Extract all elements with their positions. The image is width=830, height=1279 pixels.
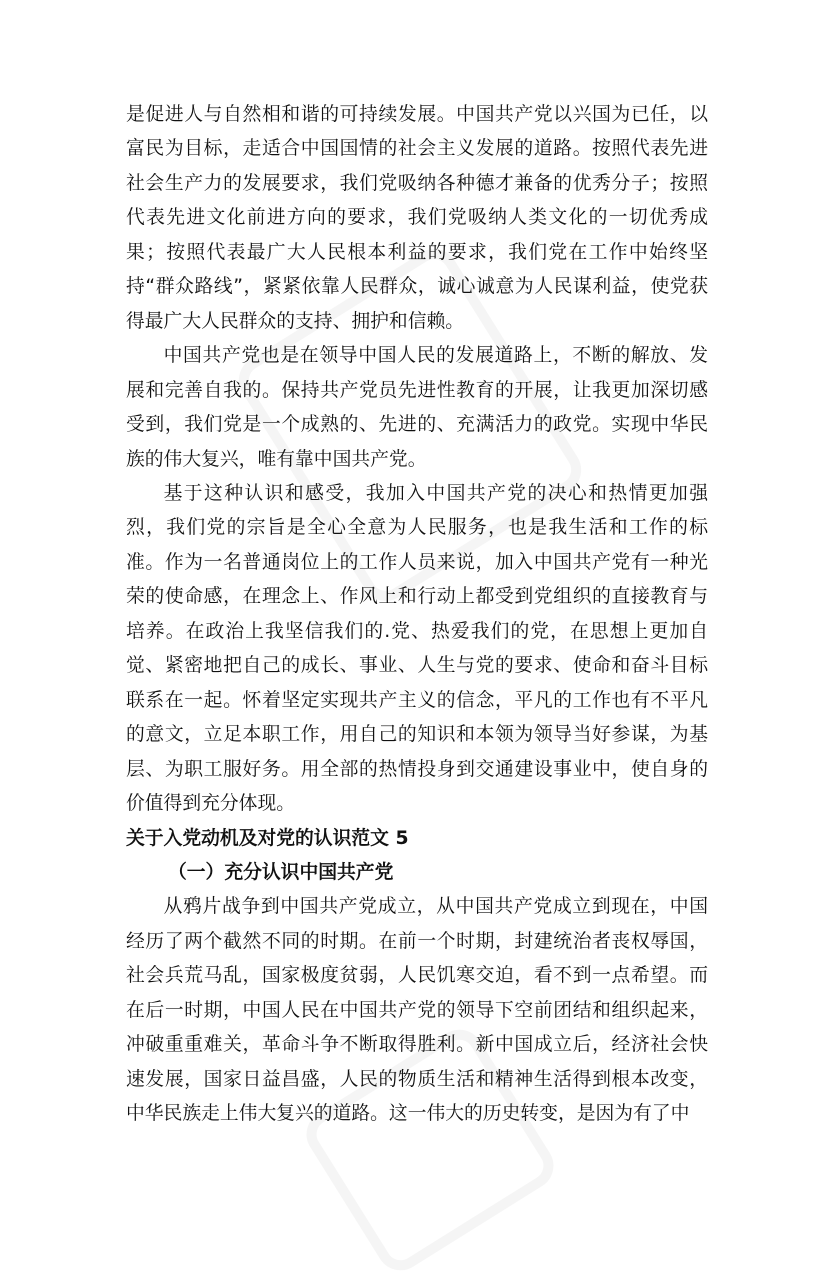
paragraph-party-development: 中国共产党也是在领导中国人民的发展道路上，不断的解放、发展和完善自我的。保持共产党员先进性教育的开展，让我更加深切感受到，我们党是一个成熟的、先进的、充满活力的政党。实现中华民族的伟大复兴，唯有靠中国共产党。 <box>126 345 708 470</box>
document-body <box>126 98 708 1132</box>
paragraph-resolve: 基于这种认识和感受，我加入中国共产党的决心和热情更加强烈，我们党的宗旨是全心全意为人民服务，也是我生活和工作的标准。作为一名普通岗位上的工作人员来说，加入中国共产党有一种光荣的使命感，在理念上、作风上和行动上都受到党组织的直接教育与培养。在政治上我坚信我们的.党、热爱我们的党，在思想上更加自觉、紧密地把自己的成长、事业、人生与党的要求、使命和奋斗目标联系在一起。怀着坚定实现共产主义的信念，平凡的工作也有不平凡的意文，立足本职工作，用自己的知识和本领为领导当好参谋，为基层、为职工服好务。用全部的热情投身到交通建设事业中，使自身的价值得到充分体现。 <box>126 482 708 815</box>
paragraph-history: 从鸦片战争到中国共产党成立，从中国共产党成立到现在，中国经历了两个截然不同的时期。在前一个时期，封建统治者丧权辱国，社会兵荒马乱，国家极度贫弱，人民饥寒交迫，看不到一点希望。而在后一时期，中国人民在中国共产党的领导下空前团结和组织起来，冲破重重难关，革命斗争不断取得胜利。新中国成立后，经济社会快速发展，国家日益昌盛，人民的物质生活和精神生活得到根本改变，中华民族走上伟大复兴的道路。这一伟大的历史转变，是因为有了中 <box>126 896 708 1125</box>
subsection-title: （一）充分认识中国共产党 <box>168 861 394 883</box>
section-title: 关于入党动机及对党的认识范文 5 <box>126 827 409 849</box>
paragraph-continuation: 是促进人与自然相和谐的可持续发展。中国共产党以兴国为已任，以富民为目标，走适合中国国情的社会主义发展的道路。按照代表先进社会生产力的发展要求，我们党吸纳各种德才兼备的优秀分子；按照代表先进文化前进方向的要求，我们党吸纳人类文化的一切优秀成果；按照代表最广大人民根本利益的要求，我们党在工作中始终坚持“群众路线”，紧紧依靠人民群众，诚心诚意为人民谋利益，使党获得最广大人民群众的支持、拥护和信赖。 <box>126 104 708 332</box>
